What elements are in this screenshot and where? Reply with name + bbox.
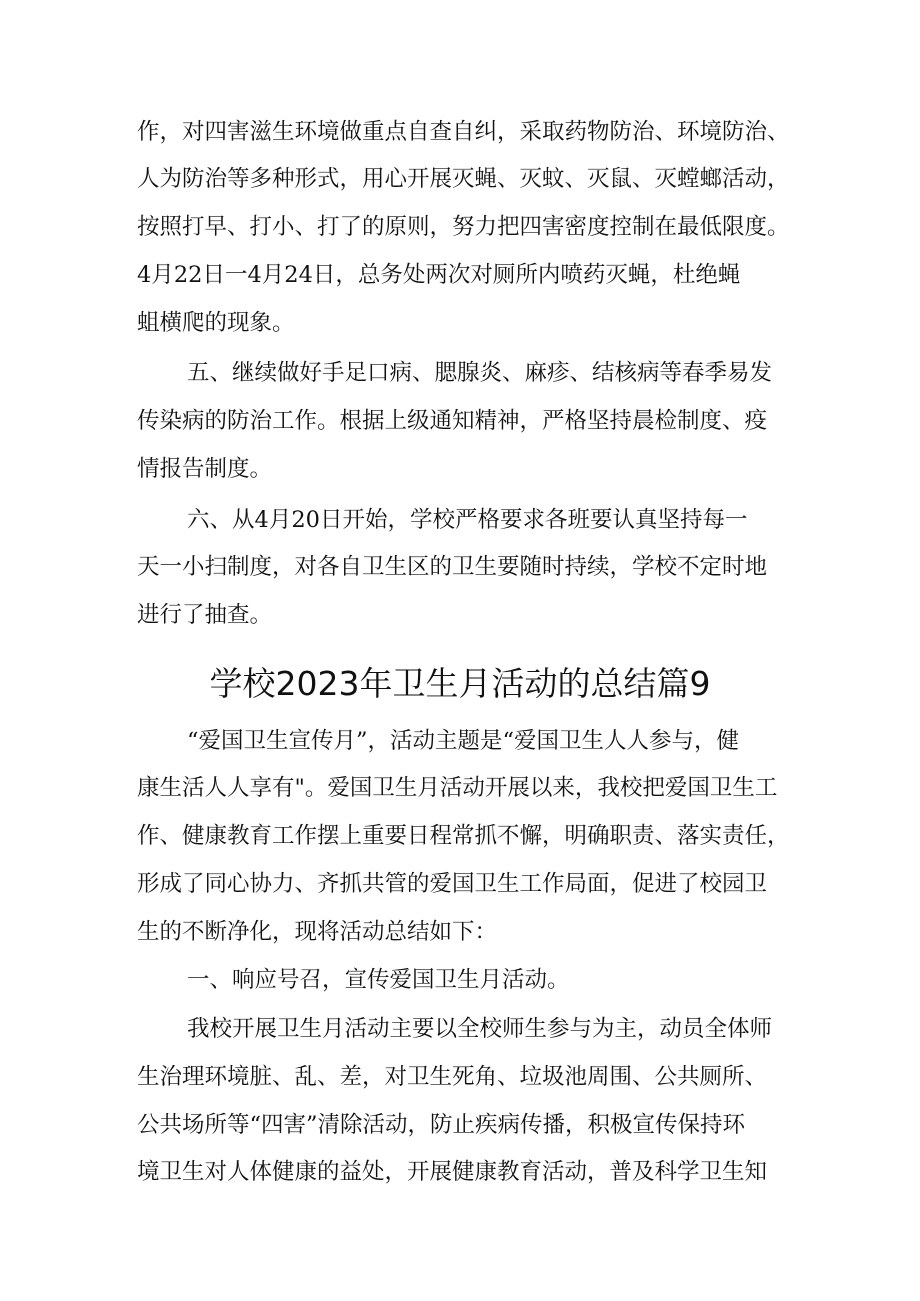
paragraph-line: 生治理环境脏、乱、差，对卫生死角、垃圾池周围、公共厕所、 — [137, 1064, 768, 1090]
paragraph-line: 作、健康教育工作摆上重要日程常抓不懈，明确职责、落实责任， — [137, 823, 790, 849]
paragraph-line: 五、继续做好手足口病、腮腺炎、麻疹、结核病等春季易发 — [187, 360, 773, 386]
section-title: 学校2023年卫生月活动的总结篇9 — [209, 664, 711, 703]
paragraph-line: 传染病的防治工作。根据上级通知精神，严格坚持晨检制度、疫 — [137, 408, 768, 434]
paragraph-line: 4月22日一4月24日，总务处两次对厕所内喷药灭蝇，杜绝蝇 — [137, 262, 741, 288]
paragraph-line: 康生活人人享有"。爱国卫生月活动开展以来，我校把爱国卫生工 — [137, 775, 778, 801]
paragraph-line: 进行了抽查。 — [137, 602, 273, 628]
paragraph-line: 生的不断净化，现将活动总结如下： — [137, 919, 498, 945]
paragraph-line: 我校开展卫生月活动主要以全校师生参与为主，动员全体师 — [187, 1016, 773, 1042]
paragraph-line: 境卫生对人体健康的益处，开展健康教育活动，普及科学卫生知 — [137, 1159, 768, 1185]
paragraph-line: 形成了同心协力、齐抓共管的爱国卫生工作局面，促进了校园卫 — [137, 871, 768, 897]
paragraph-line: 作，对四害滋生环境做重点自查自纠，采取药物防治、环境防治、 — [137, 119, 790, 145]
paragraph-line: 人为防治等多种形式，用心开展灭蝇、灭蚊、灭鼠、灭螳螂活动， — [137, 166, 790, 192]
paragraph-line: 情报告制度。 — [137, 456, 273, 482]
paragraph-line: 天一小扫制度，对各自卫生区的卫生要随时持续，学校不定时地 — [137, 554, 768, 580]
paragraph-line: 六、从4月20日开始，学校严格要求各班要认真坚持每一 — [187, 507, 748, 533]
paragraph-line: 蛆横爬的现象。 — [137, 310, 295, 336]
paragraph-line: “爱国卫生宣传月”，活动主题是“爱国卫生人人参与，健 — [187, 728, 740, 754]
paragraph-line: 公共场所等“四害”清除活动，防止疾病传播，积极宣传保持环 — [137, 1112, 746, 1138]
paragraph-line: 按照打早、打小、打了的原则，努力把四害密度控制在最低限度。 — [137, 214, 790, 240]
point-one-heading: 一、响应号召，宣传爱国卫生月活动。 — [187, 967, 570, 993]
